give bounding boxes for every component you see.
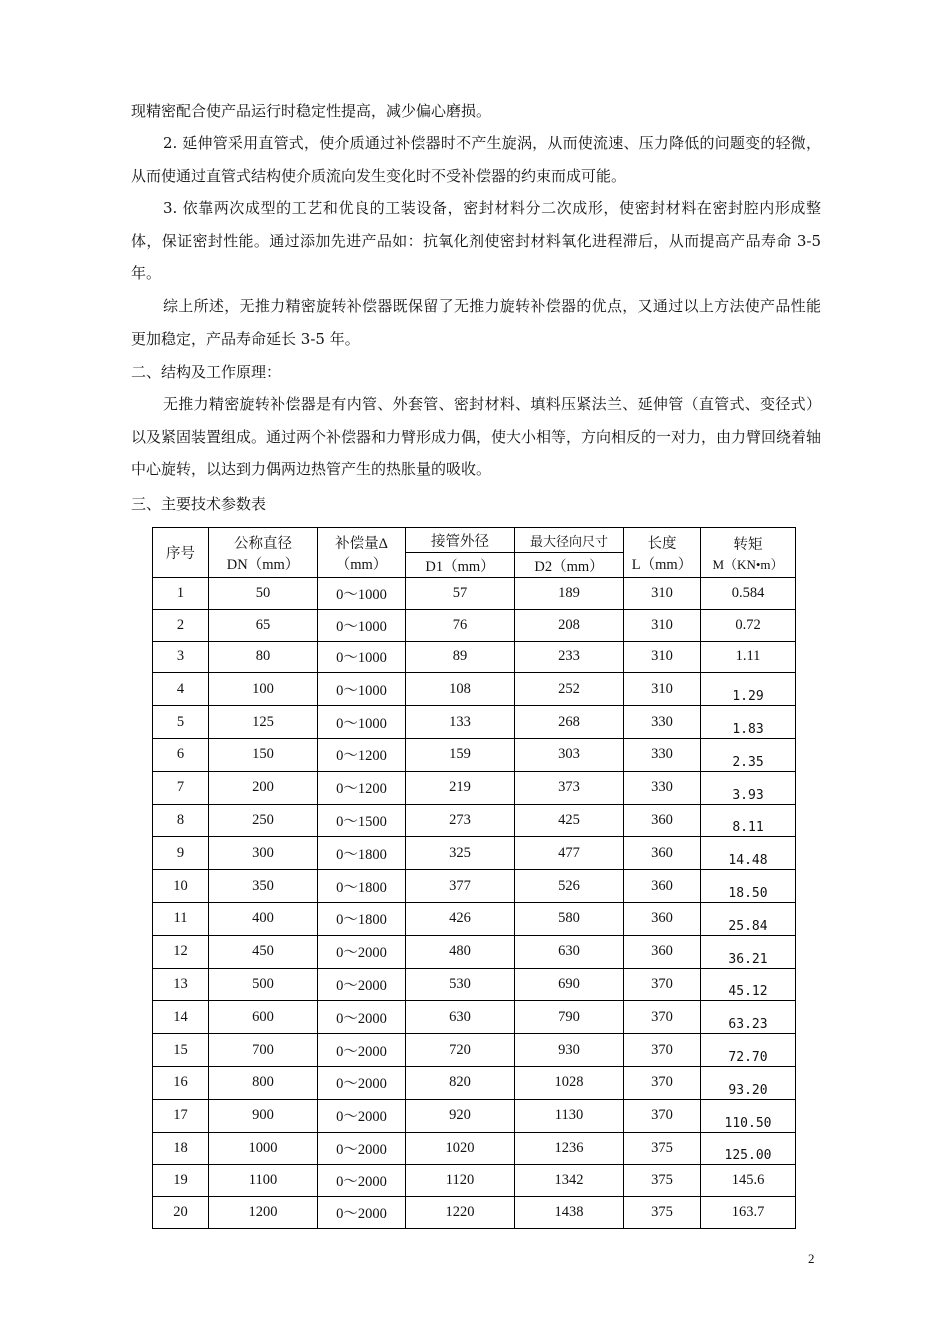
cell-d1: 377 <box>406 870 515 903</box>
section-3-heading: 三、主要技术参数表 <box>131 495 267 513</box>
cell-d1: 76 <box>406 609 515 641</box>
cell-torque: 72.70 <box>701 1034 796 1067</box>
cell-comp: 0～1500 <box>318 804 406 837</box>
header-dn-line1: 公称直径 <box>234 535 292 552</box>
table-row <box>153 837 796 870</box>
cell-dn: 900 <box>209 1099 318 1132</box>
cell-d1: 480 <box>406 935 515 968</box>
cell-length: 360 <box>624 837 701 870</box>
table-row <box>153 609 796 641</box>
cell-d1: 720 <box>406 1034 515 1067</box>
cell-seq: 9 <box>153 837 209 870</box>
table-row <box>153 578 796 610</box>
cell-dn: 150 <box>209 738 318 771</box>
header-nominal-diameter <box>209 528 318 578</box>
summary-paragraph: 综上所述，无推力精密旋转补偿器既保留了无推力旋转补偿器的优点，又通过以上方法使产品性能更加稳定，产品寿命延长 3-5 年。 <box>131 297 821 348</box>
cell-seq: 19 <box>153 1165 209 1197</box>
cell-torque: 1.83 <box>701 706 796 739</box>
cell-torque: 1.11 <box>701 641 796 673</box>
table-row <box>153 1034 796 1067</box>
cell-torque: 163.7 <box>701 1197 796 1229</box>
cell-length: 370 <box>624 1066 701 1099</box>
cell-seq: 13 <box>153 968 209 1001</box>
cell-comp: 0～2000 <box>318 935 406 968</box>
cell-comp: 0～2000 <box>318 968 406 1001</box>
header-torque-line1: 转矩 <box>733 536 763 553</box>
cell-dn: 300 <box>209 837 318 870</box>
cell-torque: 25.84 <box>701 902 796 935</box>
item-3-paragraph: 3. 依靠两次成型的工艺和优良的工装设备，密封材料分二次成形，使密封材料在密封腔内形成整体，保证密封性能。通过添加先进产品如：抗氧化剂使密封材料氧化进程滞后，从而提高产品寿命 3-5 年。 <box>131 199 821 282</box>
cell-d2: 690 <box>515 968 624 1001</box>
cell-length: 360 <box>624 902 701 935</box>
cell-dn: 450 <box>209 935 318 968</box>
table-row <box>153 1001 796 1034</box>
cell-length: 370 <box>624 1099 701 1132</box>
cell-seq: 12 <box>153 935 209 968</box>
cell-seq: 18 <box>153 1132 209 1165</box>
cell-dn: 200 <box>209 771 318 804</box>
cell-d1: 530 <box>406 968 515 1001</box>
cell-torque: 14.48 <box>701 837 796 870</box>
cell-comp: 0～2000 <box>318 1001 406 1034</box>
table-row <box>153 673 796 706</box>
cell-torque: 2.35 <box>701 738 796 771</box>
cell-d2: 630 <box>515 935 624 968</box>
cell-dn: 1000 <box>209 1132 318 1165</box>
cell-dn: 600 <box>209 1001 318 1034</box>
cell-d1: 108 <box>406 673 515 706</box>
cell-d1: 820 <box>406 1066 515 1099</box>
cell-torque: 110.50 <box>701 1099 796 1132</box>
header-d1-line2: D1（mm） <box>406 553 515 578</box>
cell-d2: 526 <box>515 870 624 903</box>
header-dn-line2: DN（mm） <box>226 556 300 573</box>
cell-dn: 50 <box>209 578 318 610</box>
table-row <box>153 1197 796 1229</box>
cell-torque: 18.50 <box>701 870 796 903</box>
cell-dn: 100 <box>209 673 318 706</box>
cell-d2: 1028 <box>515 1066 624 1099</box>
cell-torque: 3.93 <box>701 771 796 804</box>
cell-d1: 57 <box>406 578 515 610</box>
cell-length: 310 <box>624 578 701 610</box>
cell-seq: 4 <box>153 673 209 706</box>
cell-length: 375 <box>624 1197 701 1229</box>
header-torque <box>701 528 796 578</box>
cell-seq: 10 <box>153 870 209 903</box>
cell-d1: 426 <box>406 902 515 935</box>
cell-torque: 1.29 <box>701 673 796 706</box>
table-row <box>153 935 796 968</box>
cell-length: 310 <box>624 673 701 706</box>
table-row <box>153 1066 796 1099</box>
header-len-line1: 长度 <box>647 535 677 552</box>
table-row <box>153 1099 796 1132</box>
cell-dn: 350 <box>209 870 318 903</box>
cell-seq: 1 <box>153 578 209 610</box>
cell-comp: 0～1800 <box>318 870 406 903</box>
cell-comp: 0～1200 <box>318 771 406 804</box>
cell-d1: 1020 <box>406 1132 515 1165</box>
table-row <box>153 804 796 837</box>
cell-d1: 273 <box>406 804 515 837</box>
cell-dn: 500 <box>209 968 318 1001</box>
cell-seq: 14 <box>153 1001 209 1034</box>
cell-seq: 16 <box>153 1066 209 1099</box>
cell-d1: 920 <box>406 1099 515 1132</box>
cell-d2: 790 <box>515 1001 624 1034</box>
cell-d2: 1130 <box>515 1099 624 1132</box>
cell-seq: 3 <box>153 641 209 673</box>
cell-dn: 250 <box>209 804 318 837</box>
cell-dn: 65 <box>209 609 318 641</box>
header-length <box>624 528 701 578</box>
table-body <box>153 578 796 1229</box>
technical-parameters-table <box>152 527 796 1229</box>
cell-d2: 373 <box>515 771 624 804</box>
header-d1-line1: 接管外径 <box>406 528 515 553</box>
table-row <box>153 968 796 1001</box>
cell-d1: 219 <box>406 771 515 804</box>
cell-comp: 0～1000 <box>318 673 406 706</box>
item-2-paragraph: 2. 延伸管采用直管式，使介质通过补偿器时不产生旋涡，从而使流速、压力降低的问题变的轻微，从而使通过直管式结构使介质流向发生变化时不受补偿器的约束而成可能。 <box>131 134 821 185</box>
cell-length: 330 <box>624 738 701 771</box>
cell-d2: 1236 <box>515 1132 624 1165</box>
cell-comp: 0～1000 <box>318 641 406 673</box>
cell-dn: 1200 <box>209 1197 318 1229</box>
header-comp-line1: 补偿量Δ <box>335 535 388 552</box>
cell-length: 370 <box>624 968 701 1001</box>
cell-d2: 930 <box>515 1034 624 1067</box>
header-len-line2: L（mm） <box>631 556 693 573</box>
cell-dn: 125 <box>209 706 318 739</box>
cell-torque: 125.00 <box>701 1132 796 1165</box>
cell-torque: 8.11 <box>701 804 796 837</box>
table-row <box>153 706 796 739</box>
cell-torque: 63.23 <box>701 1001 796 1034</box>
header-seq: 序号 <box>153 528 209 578</box>
cell-d2: 252 <box>515 673 624 706</box>
page-number: 2 <box>808 1251 815 1266</box>
cell-d1: 89 <box>406 641 515 673</box>
header-d2-line2: D2（mm） <box>515 553 624 578</box>
cell-seq: 2 <box>153 609 209 641</box>
cell-d2: 580 <box>515 902 624 935</box>
cell-d1: 1120 <box>406 1165 515 1197</box>
cell-seq: 6 <box>153 738 209 771</box>
cell-length: 310 <box>624 641 701 673</box>
cell-comp: 0～1000 <box>318 578 406 610</box>
cell-torque: 0.584 <box>701 578 796 610</box>
cell-comp: 0～2000 <box>318 1099 406 1132</box>
cell-length: 360 <box>624 935 701 968</box>
cell-seq: 7 <box>153 771 209 804</box>
cell-dn: 80 <box>209 641 318 673</box>
cell-comp: 0～1200 <box>318 738 406 771</box>
cell-d2: 268 <box>515 706 624 739</box>
header-torque-line2: M（KN•m） <box>712 556 784 572</box>
cell-length: 360 <box>624 870 701 903</box>
intro-continuation: 现精密配合使产品运行时稳定性提高，减少偏心磨损。 <box>131 102 492 120</box>
cell-torque: 36.21 <box>701 935 796 968</box>
cell-d2: 189 <box>515 578 624 610</box>
table-row <box>153 870 796 903</box>
cell-comp: 0～2000 <box>318 1034 406 1067</box>
cell-d2: 1342 <box>515 1165 624 1197</box>
cell-comp: 0～2000 <box>318 1165 406 1197</box>
header-comp-line2: （mm） <box>335 556 388 573</box>
cell-torque: 0.72 <box>701 609 796 641</box>
cell-comp: 0～1000 <box>318 609 406 641</box>
table-row <box>153 771 796 804</box>
section-2-body: 无推力精密旋转补偿器是有内管、外套管、密封材料、填料压紧法兰、延伸管（直管式、变径式）以及紧固装置组成。通过两个补偿器和力臂形成力偶，使大小相等，方向相反的一对力，由力臂回绕着轴中心旋转，以达到力偶两边热管产生的热胀量的吸收。 <box>131 395 822 478</box>
cell-d2: 425 <box>515 804 624 837</box>
cell-seq: 8 <box>153 804 209 837</box>
cell-length: 330 <box>624 706 701 739</box>
cell-comp: 0～2000 <box>318 1197 406 1229</box>
cell-comp: 0～1800 <box>318 837 406 870</box>
cell-torque: 93.20 <box>701 1066 796 1099</box>
header-d2-line1: 最大径向尺寸 <box>515 528 624 553</box>
table-row <box>153 641 796 673</box>
cell-d2: 477 <box>515 837 624 870</box>
cell-d1: 159 <box>406 738 515 771</box>
cell-comp: 0～2000 <box>318 1132 406 1165</box>
cell-length: 360 <box>624 804 701 837</box>
cell-dn: 1100 <box>209 1165 318 1197</box>
cell-d1: 133 <box>406 706 515 739</box>
table-row <box>153 1132 796 1165</box>
cell-seq: 17 <box>153 1099 209 1132</box>
cell-d2: 303 <box>515 738 624 771</box>
cell-seq: 20 <box>153 1197 209 1229</box>
cell-length: 375 <box>624 1132 701 1165</box>
cell-length: 370 <box>624 1001 701 1034</box>
cell-length: 310 <box>624 609 701 641</box>
cell-comp: 0～1800 <box>318 902 406 935</box>
cell-d2: 233 <box>515 641 624 673</box>
cell-d1: 325 <box>406 837 515 870</box>
cell-dn: 800 <box>209 1066 318 1099</box>
cell-dn: 700 <box>209 1034 318 1067</box>
cell-seq: 15 <box>153 1034 209 1067</box>
cell-d1: 1220 <box>406 1197 515 1229</box>
cell-comp: 0～2000 <box>318 1066 406 1099</box>
section-2-heading: 二、结构及工作原理： <box>131 363 282 381</box>
table-row <box>153 1165 796 1197</box>
cell-length: 370 <box>624 1034 701 1067</box>
cell-length: 330 <box>624 771 701 804</box>
cell-dn: 400 <box>209 902 318 935</box>
header-compensation <box>318 528 406 578</box>
cell-seq: 11 <box>153 902 209 935</box>
cell-length: 375 <box>624 1165 701 1197</box>
cell-torque: 45.12 <box>701 968 796 1001</box>
cell-d1: 630 <box>406 1001 515 1034</box>
cell-comp: 0～1000 <box>318 706 406 739</box>
cell-seq: 5 <box>153 706 209 739</box>
cell-d2: 1438 <box>515 1197 624 1229</box>
table-row <box>153 902 796 935</box>
cell-torque: 145.6 <box>701 1165 796 1197</box>
table-row <box>153 738 796 771</box>
cell-d2: 208 <box>515 609 624 641</box>
